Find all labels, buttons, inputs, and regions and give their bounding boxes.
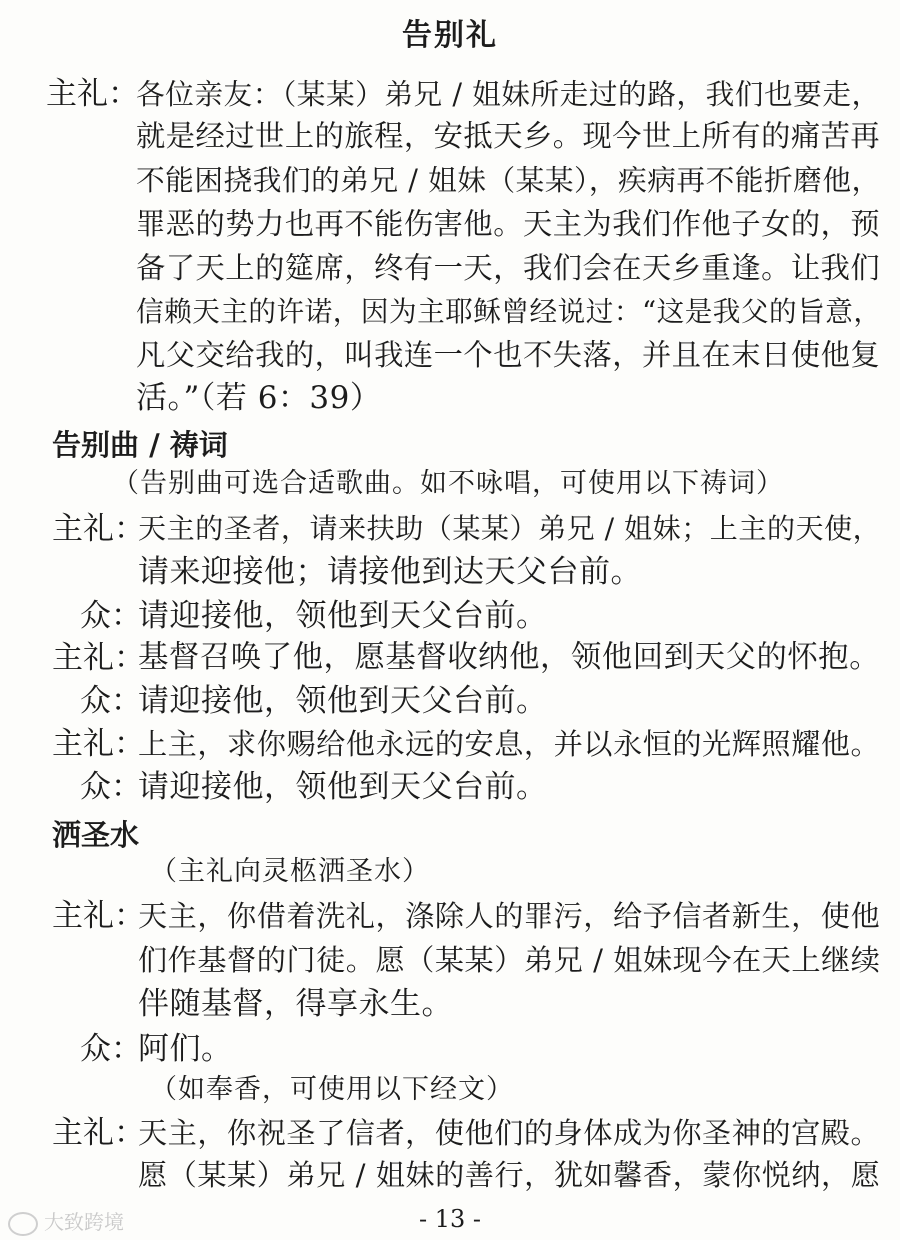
rubric-note: （如奉香，可使用以下经文） [150,1074,514,1105]
text-line: 请来迎接他；请接他到达天父台前。 [138,554,642,590]
text-line: 请迎接他，领他到天父台前。 [138,598,548,634]
speaker-label: 众： [80,769,142,805]
speaker-label: 主礼： [52,726,145,762]
text-line: 罪恶的势力也再不能伤害他。天主为我们作他子女的，预 [136,207,881,241]
text-line: 天主的圣者，请来扶助（某某）弟兄 / 姐妹；上主的天使， [138,512,882,545]
watermark [8,1206,124,1236]
text-line: 活。”（若 6：39） [136,380,382,416]
text-line: 备了天上的筵席，终有一天，我们会在天乡重逢。让我们 [136,251,881,285]
watermark-text: 大致跨境 [44,1210,124,1234]
rubric-note: （主礼向灵柩洒圣水） [150,856,430,887]
text-line: 们作基督的门徒。愿（某某）弟兄 / 姐妹现今在天上继续 [138,943,881,977]
text-line: 天主，你借着洗礼，涤除人的罪污，给予信者新生，使他 [138,899,881,933]
watermark-logo-icon [8,1212,38,1236]
speaker-label: 众： [80,683,142,719]
speaker-label: 主礼： [52,898,145,934]
speaker-label: 众： [80,598,142,634]
text-line: 请迎接他，领他到天父台前。 [138,683,548,719]
text-line: 请迎接他，领他到天父台前。 [138,769,548,805]
speaker-label: 众： [80,1031,142,1067]
text-line: 基督召唤了他，愿基督收纳他，领他回到天父的怀抱。 [138,640,881,675]
speaker-label: 主礼： [52,511,145,547]
speaker-label: 主礼： [46,76,139,112]
text-line: 阿们。 [138,1031,233,1067]
section-heading: 洒圣水 [52,818,140,852]
text-line: 愿（某某）弟兄 / 姐妹的善行，犹如馨香，蒙你悦纳，愿 [138,1158,881,1192]
speaker-label: 主礼： [52,640,145,676]
text-line: 天主，你祝圣了信者，使他们的身体成为你圣神的宫殿。 [138,1116,881,1150]
text-line: 凡父交给我的，叫我连一个也不失落，并且在末日使他复 [136,338,881,372]
text-line: 伴随基督，得享永生。 [138,986,453,1022]
text-line: 就是经过世上的旅程，安抵天乡。现今世上所有的痛苦再 [136,119,881,153]
section-heading: 告别曲 / 祷词 [52,428,228,462]
text-line: 不能困挠我们的弟兄 / 姐妹（某某），疾病再不能折磨他， [136,163,881,197]
page-number: - 13 - [418,1205,481,1233]
text-line: 各位亲友：（某某）弟兄 / 姐妹所走过的路，我们也要走， [136,77,881,111]
text-line: 上主，求你赐给他永远的安息，并以永恒的光辉照耀他。 [138,727,881,761]
text-line: 信赖天主的许诺，因为主耶稣曾经说过：“这是我父的旨意， [136,295,882,328]
rubric-note: （告别曲可选合适歌曲。如不咏唱，可使用以下祷词） [112,468,784,499]
speaker-label: 主礼： [52,1115,145,1151]
page-title: 告别礼 [402,18,498,53]
